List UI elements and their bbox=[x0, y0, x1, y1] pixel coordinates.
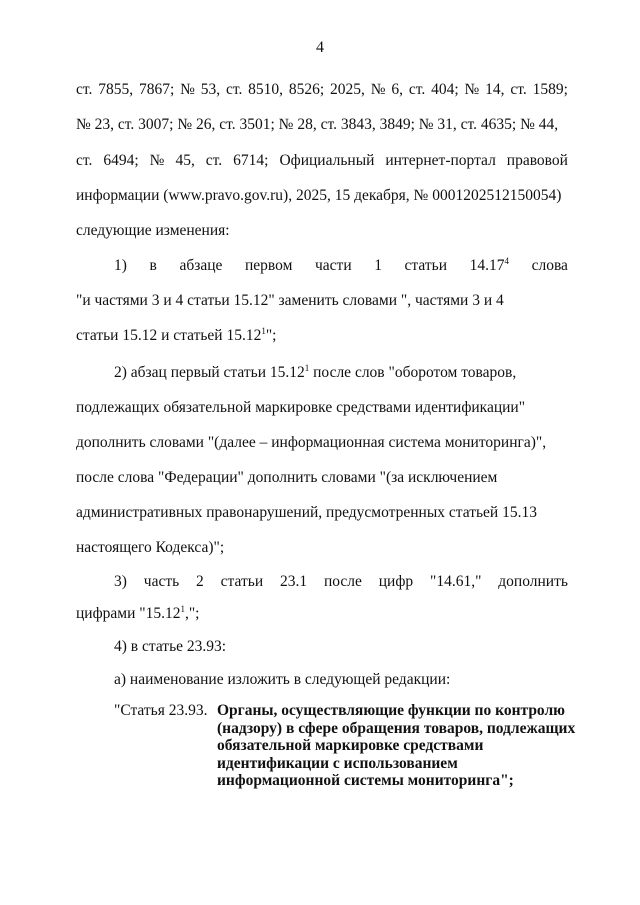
word: 2025, bbox=[330, 81, 365, 98]
item-3-line-2: цифрами "15.12$^1$,"; bbox=[76, 603, 200, 622]
word: № bbox=[180, 81, 195, 98]
word: правовой bbox=[506, 152, 568, 169]
article-title bbox=[217, 702, 575, 790]
word: 404; bbox=[431, 81, 459, 98]
text-line-4: информации (www.pravo.gov.ru), 2025, 15 декабря, № 0001202512150054) bbox=[76, 187, 562, 204]
item-1-line-3: статьи 15.12 и статьей 15.12$^1$"; bbox=[76, 325, 277, 344]
item-3-line-1 bbox=[114, 572, 568, 592]
word: после bbox=[323, 573, 362, 590]
item-2-line-1: 2) абзац первый статьи 15.12$^1$ после слов "оборотом товаров, bbox=[114, 362, 517, 381]
word: интернет-портал bbox=[385, 152, 496, 169]
article-number: 14.17$^4$ bbox=[469, 255, 509, 274]
word: часть bbox=[143, 573, 180, 590]
page-number: 4 bbox=[316, 39, 324, 56]
word: дополнить bbox=[498, 573, 568, 590]
word: 7855, bbox=[98, 81, 134, 98]
word: 7867; bbox=[138, 81, 175, 98]
word: 2 bbox=[196, 573, 204, 590]
text-line-2: № 23, ст. 3007; № 26, ст. 3501; № 28, ст. 3843, 3849; № 31, ст. 4635; № 44, bbox=[76, 116, 559, 133]
word: 8510, bbox=[248, 81, 284, 98]
text-line-1 bbox=[76, 80, 568, 100]
article-label: "Статья 23.93. bbox=[114, 702, 208, 719]
item-4: 4) в статье 23.93: bbox=[114, 638, 227, 655]
text-line-3 bbox=[76, 151, 568, 171]
article-heading bbox=[114, 702, 574, 790]
word: ст. bbox=[76, 152, 93, 169]
word: 6714; bbox=[233, 152, 269, 169]
word: статьи bbox=[220, 573, 264, 590]
word: 1589; bbox=[532, 81, 568, 98]
word: статьи bbox=[404, 257, 448, 274]
word: первом bbox=[244, 257, 293, 274]
word: в bbox=[149, 257, 157, 274]
word: цифр bbox=[378, 573, 414, 590]
superscript: 1 bbox=[304, 362, 310, 373]
word: ст. bbox=[408, 81, 426, 98]
item-2-line-2: подлежащих обязательной маркировке средствами идентификации" bbox=[76, 399, 526, 416]
word: Официальный bbox=[279, 152, 375, 169]
word: № bbox=[149, 152, 165, 169]
superscript: 1 bbox=[180, 603, 185, 614]
article-title-line: информационной системы мониторинга"; bbox=[217, 772, 514, 789]
word: ст. bbox=[76, 81, 93, 98]
word: 23.1 bbox=[279, 573, 308, 590]
word: 1) bbox=[114, 257, 127, 274]
word: 53, bbox=[200, 81, 221, 98]
word: ст. bbox=[510, 81, 527, 98]
word: слова bbox=[531, 257, 568, 274]
item-4-subitem-a: а) наименование изложить в следующей редакции: bbox=[114, 671, 451, 688]
word: 45, bbox=[175, 152, 195, 169]
word: № bbox=[464, 81, 480, 98]
item-1-line-2: "и частями 3 и 4 статьи 15.12" заменить словами ", частями 3 и 4 bbox=[76, 292, 504, 309]
word: абзаце bbox=[179, 257, 223, 274]
word: № bbox=[370, 81, 386, 98]
article-title-line: обязательной маркировке средствами bbox=[217, 737, 484, 754]
word: части bbox=[314, 257, 352, 274]
item-1-line-1 bbox=[114, 256, 568, 276]
word: 6494; bbox=[103, 152, 139, 169]
word: 1 bbox=[374, 257, 382, 274]
word: 6, bbox=[391, 81, 404, 98]
word: ст. bbox=[225, 81, 243, 98]
superscript: 4 bbox=[504, 255, 509, 266]
item-2-line-6: настоящего Кодекса)"; bbox=[76, 539, 225, 556]
word: ст. bbox=[205, 152, 223, 169]
item-2-line-3: дополнить словами "(далее – информационная система мониторинга)", bbox=[76, 434, 547, 451]
word: "14.61," bbox=[430, 573, 482, 590]
word: 8526; bbox=[288, 81, 325, 98]
item-2-line-5: административных правонарушений, предусмотренных статьей 15.13 bbox=[76, 504, 537, 521]
text-line-5: следующие изменения: bbox=[76, 222, 230, 239]
superscript: 1 bbox=[261, 325, 266, 336]
word: 14, bbox=[485, 81, 505, 98]
word: 3) bbox=[114, 573, 127, 590]
item-2-line-4: после слова "Федерации" дополнить словами "(за исключением bbox=[76, 469, 498, 486]
article-title-line: (надзору) в сфере обращения товаров, подлежащих bbox=[217, 719, 576, 737]
article-title-line: идентификации с использованием bbox=[217, 754, 458, 772]
article-title-line: Органы, осуществляющие функции по контролю bbox=[217, 702, 566, 719]
